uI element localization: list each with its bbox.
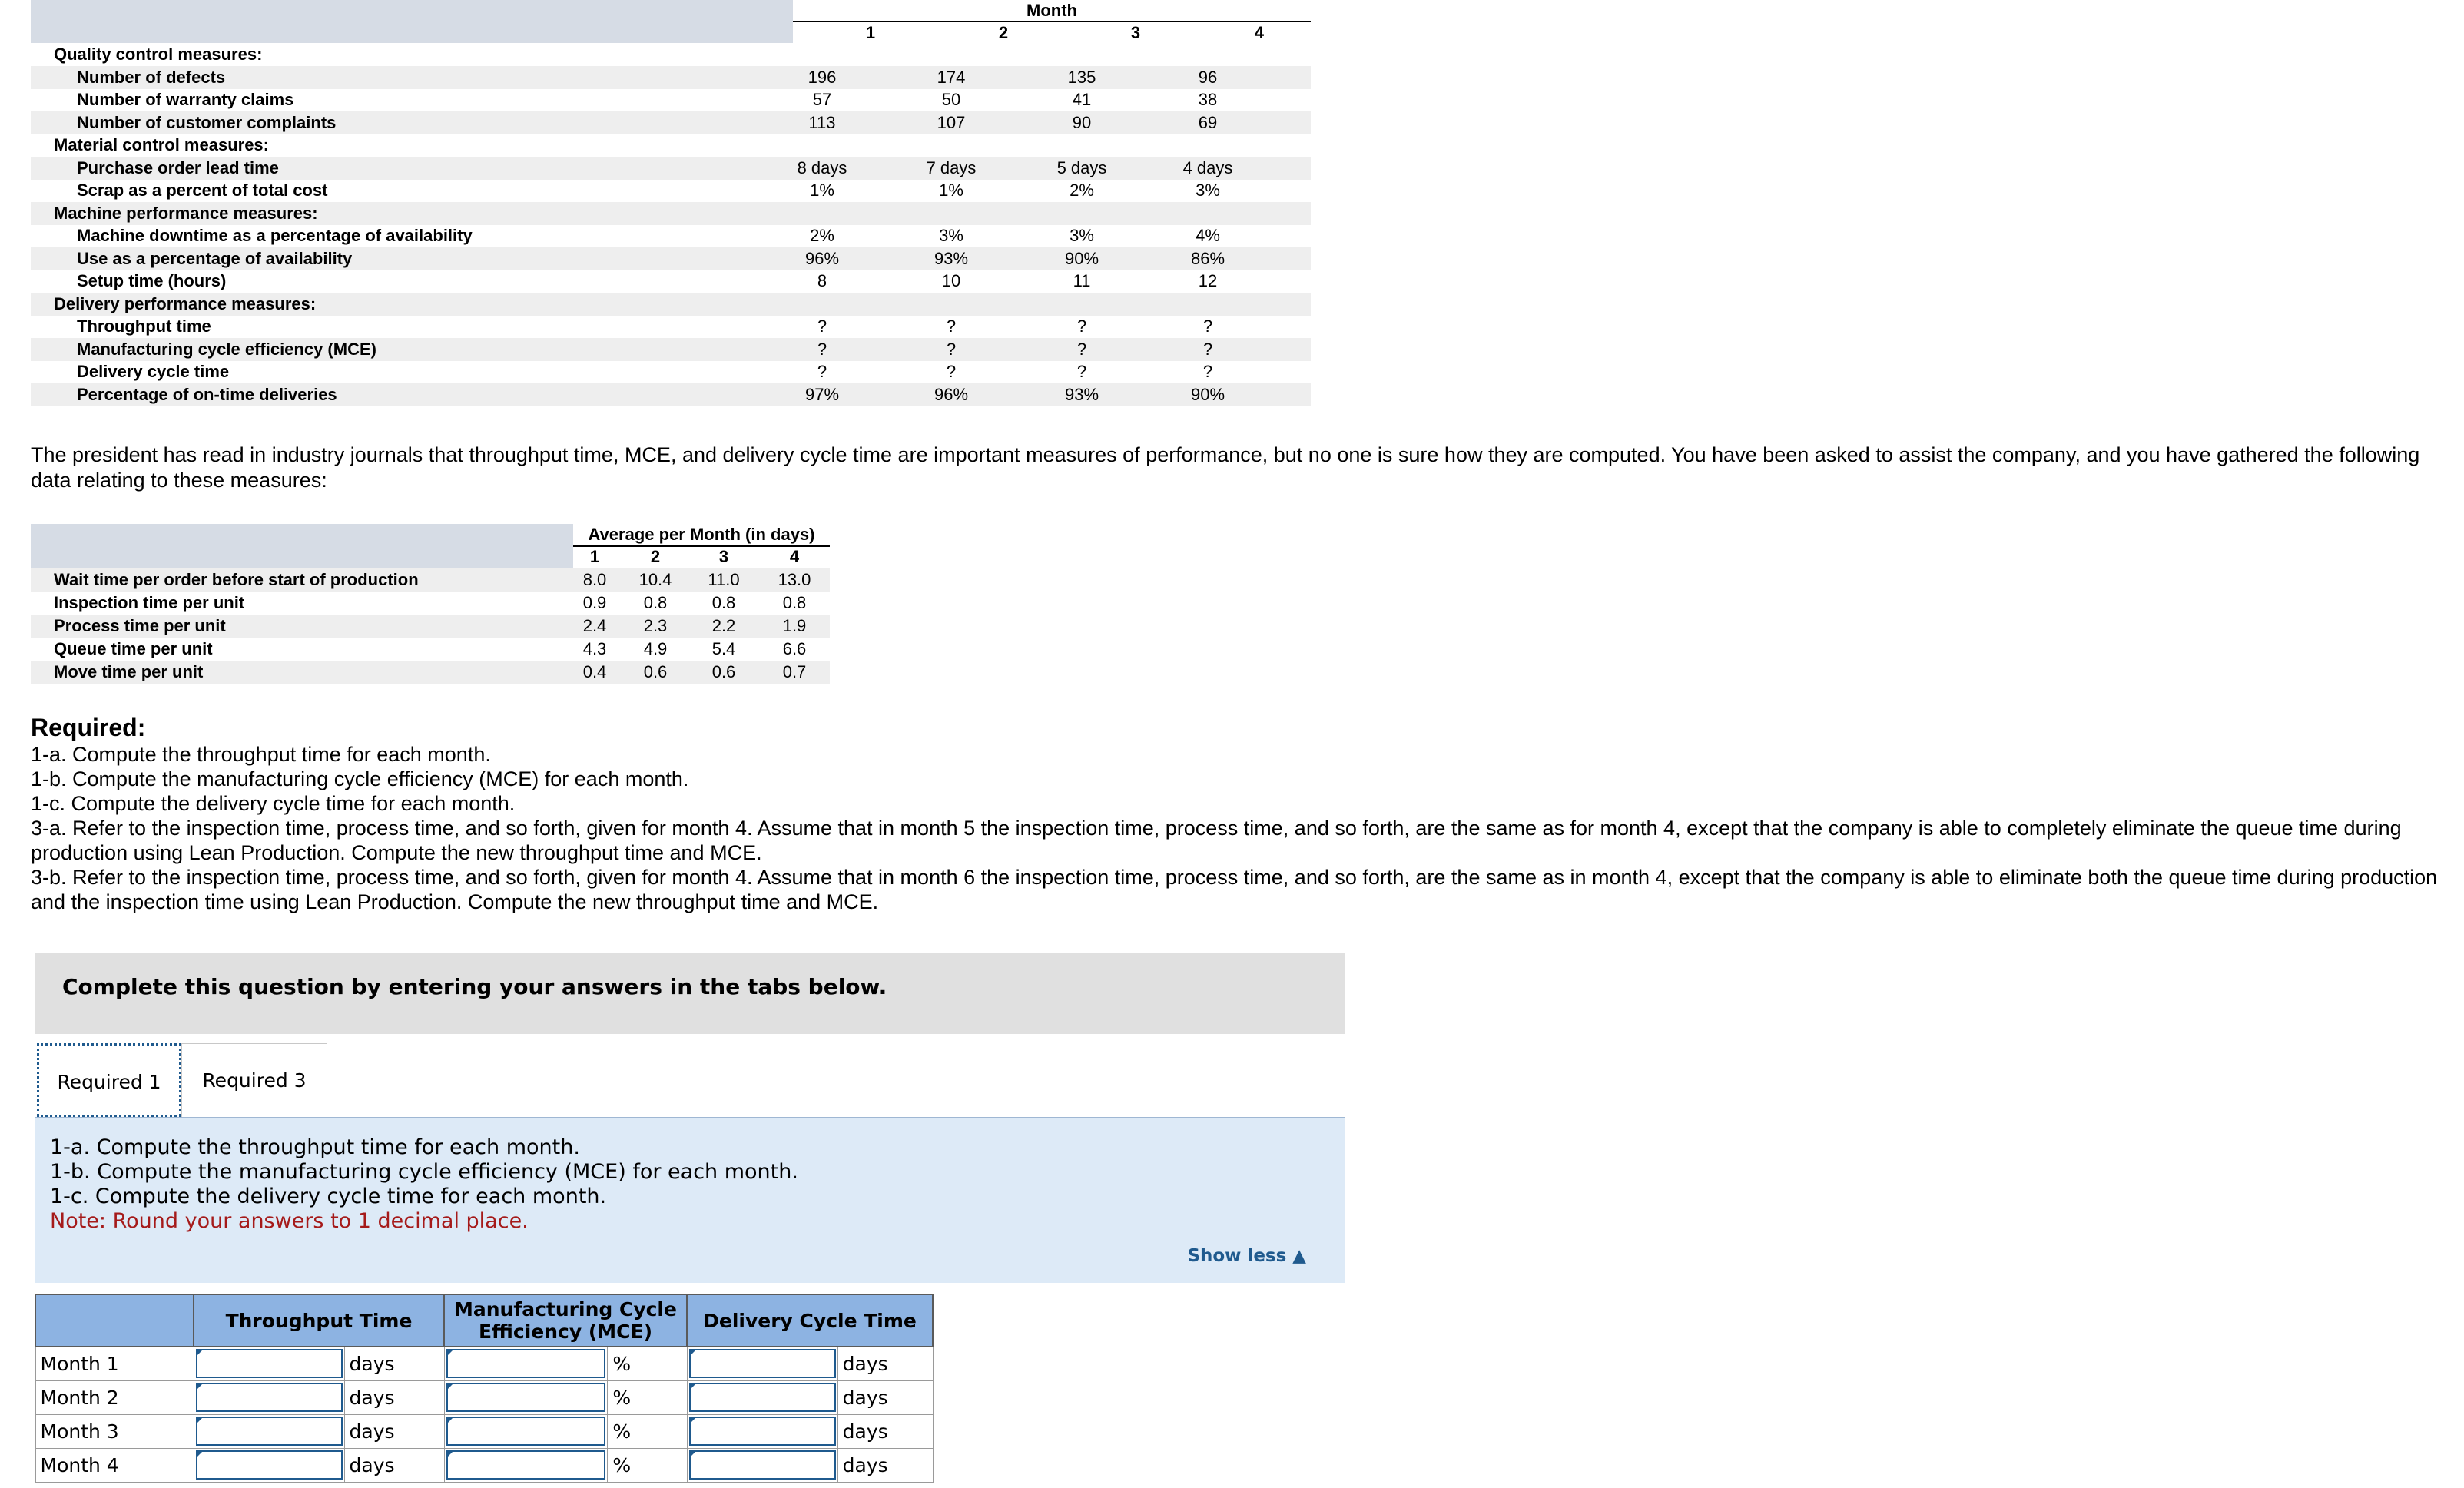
measure-label: Setup time (hours): [77, 271, 227, 290]
required-item: 3-b. Refer to the inspection time, process time, and so forth, given for month 4. Assume that in month 6 the inspection time, process time, and so forth, are the same as in month 4, except that the company is able to eliminate both the queue time during production and the inspection time using Lean Production. Compute the new throughput time and MCE.: [31, 866, 2438, 913]
measure-value-month-4: ?: [1202, 316, 1213, 336]
measure-value-month-4: ?: [1202, 339, 1213, 359]
time-month-2: 2: [650, 547, 661, 566]
input-marker-icon: [196, 1450, 204, 1458]
measure-value-month-1: 97%: [804, 384, 840, 404]
unit-label: days: [344, 1380, 444, 1414]
time-value-month-2: 4.9: [643, 639, 668, 658]
measure-row: [31, 360, 1311, 383]
answer-row: [35, 1347, 933, 1380]
input-marker-icon: [689, 1417, 697, 1424]
required-list: [31, 742, 2443, 914]
unit-label: days: [344, 1448, 444, 1482]
measure-value-month-2: ?: [946, 339, 957, 359]
measure-value-month-1: 8 days: [797, 157, 847, 177]
unit-label: %: [608, 1448, 687, 1482]
input-marker-icon: [689, 1349, 697, 1357]
mce-input[interactable]: [446, 1383, 606, 1412]
input-marker-icon: [196, 1417, 204, 1424]
answer-row: [35, 1414, 933, 1448]
measure-section-row: [31, 134, 1311, 157]
measure-value-month-4: 12: [1198, 271, 1218, 290]
answer-cell: [444, 1414, 608, 1448]
answer-grid-body: [35, 1347, 933, 1482]
measure-value-month-2: 174: [937, 67, 966, 87]
mce-input[interactable]: [446, 1450, 606, 1480]
unit-label: %: [608, 1347, 687, 1380]
measure-value-month-4: 4%: [1196, 226, 1220, 245]
time-data-row: [31, 615, 830, 638]
time-value-month-3: 0.6: [711, 662, 736, 681]
delivery-cycle-time-input[interactable]: [689, 1383, 836, 1412]
measure-value-month-1: 96%: [804, 248, 840, 268]
measure-label: Purchase order lead time: [77, 157, 279, 177]
time-value-month-1: 0.4: [582, 662, 607, 681]
time-data-label: Queue time per unit: [54, 639, 213, 658]
panel-instructions: [50, 1135, 798, 1234]
unit-label: %: [608, 1380, 687, 1414]
intro-paragraph: The president has read in industry journals that throughput time, MCE, and delivery cycle time are important measures of performance, but no one is sure how they are computed. You have been asked to assist the company, and you have gathered the following data relating to these measures:: [31, 443, 2420, 492]
measure-value-month-2: 10: [941, 271, 961, 290]
answer-cell: [687, 1414, 837, 1448]
measure-row: [31, 247, 1311, 270]
input-marker-icon: [446, 1383, 454, 1390]
measure-value-month-3: 11: [1073, 271, 1091, 290]
delivery-cycle-time-input[interactable]: [689, 1349, 836, 1378]
month-header: Month: [1026, 1, 1077, 20]
show-less-link[interactable]: Show less ▲: [1187, 1246, 1306, 1266]
measure-value-month-4: ?: [1202, 362, 1213, 381]
measure-row: [31, 66, 1311, 89]
required-item: 1-b. Compute the manufacturing cycle efficiency (MCE) for each month.: [31, 767, 689, 790]
measure-value-month-4: 3%: [1196, 181, 1220, 200]
measure-value-month-3: ?: [1076, 339, 1087, 359]
answer-cell: [194, 1414, 344, 1448]
time-month-3: 3: [718, 547, 729, 566]
header-mce: Manufacturing Cycle Efficiency (MCE): [444, 1294, 687, 1347]
required-item: 1-a. Compute the throughput time for each month.: [31, 743, 491, 766]
measure-value-month-2: 93%: [934, 248, 969, 268]
throughput-time-input[interactable]: [196, 1417, 343, 1446]
time-data-label: Inspection time per unit: [54, 593, 245, 612]
time-value-month-3: 2.2: [711, 616, 736, 635]
tab-required-1[interactable]: Required 1: [37, 1043, 181, 1117]
time-data-row: [31, 661, 830, 684]
answer-row: [35, 1380, 933, 1414]
measure-label: Number of warranty claims: [77, 90, 294, 109]
answer-cell: [444, 1347, 608, 1380]
answer-row-label: Month 3: [35, 1414, 194, 1448]
measure-value-month-1: 8: [817, 271, 827, 290]
answer-row-label: Month 4: [35, 1448, 194, 1482]
measure-row: [31, 88, 1311, 111]
input-marker-icon: [689, 1383, 697, 1390]
measure-value-month-2: ?: [946, 362, 957, 381]
measure-section-row: [31, 293, 1311, 316]
input-marker-icon: [446, 1450, 454, 1458]
measure-value-month-4: 38: [1198, 90, 1218, 109]
header-blank: [35, 1294, 194, 1347]
measure-label: Manufacturing cycle efficiency (MCE): [77, 339, 376, 359]
measure-value-month-4: 96: [1198, 67, 1218, 87]
panel-line: 1-a. Compute the throughput time for each month.: [50, 1135, 580, 1159]
throughput-time-input[interactable]: [196, 1383, 343, 1412]
measure-value-month-2: 96%: [934, 384, 969, 404]
measure-label: Scrap as a percent of total cost: [77, 181, 328, 200]
measure-value-month-1: 57: [812, 90, 832, 109]
measure-section-row: [31, 202, 1311, 225]
mce-input[interactable]: [446, 1349, 606, 1378]
month-column-4: 4: [1254, 23, 1265, 42]
measure-row: [31, 338, 1311, 361]
measure-row: [31, 179, 1311, 202]
answer-grid: [35, 1294, 934, 1483]
measure-row: [31, 315, 1311, 338]
measure-row: [31, 111, 1311, 134]
measure-value-month-1: 1%: [810, 181, 834, 200]
measure-value-month-4: 4 days: [1182, 157, 1233, 177]
measure-section-label: Machine performance measures:: [54, 203, 318, 223]
measure-value-month-2: 7 days: [926, 157, 977, 177]
delivery-cycle-time-input[interactable]: [689, 1450, 836, 1480]
measure-label: Throughput time: [77, 316, 211, 336]
input-marker-icon: [689, 1450, 697, 1458]
measure-row: [31, 224, 1311, 247]
required-item: 1-c. Compute the delivery cycle time for each month.: [31, 792, 516, 815]
answer-cell: [687, 1380, 837, 1414]
answer-cell: [194, 1347, 344, 1380]
unit-label: %: [608, 1414, 687, 1448]
measure-section-label: Quality control measures:: [54, 45, 263, 64]
rounding-note: Note: Round your answers to 1 decimal place.: [50, 1209, 529, 1233]
input-marker-icon: [446, 1349, 454, 1357]
time-value-month-2: 2.3: [643, 616, 668, 635]
time-month-4: 4: [789, 547, 800, 566]
measure-label: Machine downtime as a percentage of availability: [77, 226, 473, 245]
time-value-month-2: 0.6: [643, 662, 668, 681]
time-value-month-2: 10.4: [638, 570, 672, 589]
time-value-month-4: 6.6: [782, 639, 807, 658]
month-column-3: 3: [1130, 23, 1141, 42]
measure-row: [31, 270, 1311, 293]
unit-label: days: [837, 1347, 933, 1380]
measure-value-month-3: 93%: [1064, 384, 1099, 404]
measure-row: [31, 383, 1311, 406]
input-marker-icon: [196, 1349, 204, 1357]
measure-label: Number of customer complaints: [77, 112, 337, 132]
answer-grid-header-row: [35, 1294, 933, 1347]
unit-label: days: [837, 1380, 933, 1414]
answer-cell: [444, 1380, 608, 1414]
unit-label: days: [344, 1347, 444, 1380]
answer-cell: [444, 1448, 608, 1482]
measure-value-month-1: 2%: [810, 226, 834, 245]
measure-value-month-3: 90%: [1064, 248, 1099, 268]
time-data-row: [31, 592, 830, 615]
measure-value-month-3: ?: [1076, 362, 1087, 381]
time-value-month-4: 0.8: [782, 593, 807, 612]
measure-row: [31, 157, 1311, 180]
measure-section-label: Delivery performance measures:: [54, 293, 317, 313]
measure-value-month-2: ?: [946, 316, 957, 336]
measure-value-month-3: 2%: [1070, 181, 1094, 200]
time-value-month-4: 13.0: [778, 570, 811, 589]
measure-value-month-3: 3%: [1070, 226, 1094, 245]
time-data-label: Move time per unit: [54, 662, 204, 681]
measure-label: Percentage of on-time deliveries: [77, 384, 337, 404]
panel-line: 1-c. Compute the delivery cycle time for each month.: [50, 1185, 607, 1208]
answer-row-label: Month 2: [35, 1380, 194, 1414]
measure-value-month-3: ?: [1076, 316, 1087, 336]
required-heading: Required:: [31, 714, 146, 741]
month-column-2: 2: [998, 23, 1009, 42]
delivery-cycle-time-input[interactable]: [689, 1417, 836, 1446]
measure-value-month-1: ?: [817, 339, 827, 359]
measure-value-month-3: 90: [1072, 112, 1092, 132]
measure-section-row: [31, 43, 1311, 66]
mce-input[interactable]: [446, 1417, 606, 1446]
month-column-1: 1: [865, 23, 876, 42]
measure-value-month-2: 50: [941, 90, 961, 109]
measure-value-month-1: ?: [817, 316, 827, 336]
measure-value-month-1: 113: [808, 112, 836, 132]
time-data-label: Process time per unit: [54, 616, 226, 635]
unit-label: days: [344, 1414, 444, 1448]
input-marker-icon: [446, 1417, 454, 1424]
answer-cell: [194, 1380, 344, 1414]
panel-line: 1-b. Compute the manufacturing cycle efficiency (MCE) for each month.: [50, 1160, 798, 1184]
throughput-time-input[interactable]: [196, 1450, 343, 1480]
time-value-month-3: 0.8: [711, 593, 736, 612]
time-value-month-1: 4.3: [582, 639, 607, 658]
time-value-month-4: 0.7: [782, 662, 807, 681]
header-throughput-time: Throughput Time: [194, 1294, 444, 1347]
measure-value-month-3: 5 days: [1056, 157, 1107, 177]
input-marker-icon: [196, 1383, 204, 1390]
time-value-month-1: 2.4: [582, 616, 607, 635]
required-item: 3-a. Refer to the inspection time, process time, and so forth, given for month 4. Assume that in month 5 the inspection time, process time, and so forth, are the same as for month 4, except that the company is able to completely eliminate the queue time during production using Lean Production. Compute the new throughput time and MCE.: [31, 817, 2402, 864]
measure-value-month-3: 41: [1072, 90, 1092, 109]
measure-value-month-4: 86%: [1190, 248, 1225, 268]
unit-label: days: [837, 1414, 933, 1448]
measure-section-label: Material control measures:: [54, 135, 269, 154]
answer-cell: [687, 1448, 837, 1482]
tab-required-3[interactable]: Required 3: [181, 1043, 327, 1117]
time-data-row: [31, 568, 830, 592]
time-value-month-3: 11.0: [708, 570, 740, 589]
time-value-month-2: 0.8: [643, 593, 668, 612]
measure-value-month-4: 90%: [1190, 384, 1225, 404]
tab-content-panel: [35, 1118, 1345, 1283]
measure-value-month-1: 196: [808, 67, 837, 87]
time-value-month-3: 5.4: [711, 639, 736, 658]
measure-label: Delivery cycle time: [77, 362, 230, 381]
month-header-rule: [793, 21, 1311, 22]
measure-label: Number of defects: [77, 67, 226, 87]
time-value-month-1: 0.9: [582, 593, 607, 612]
measure-value-month-1: ?: [817, 362, 827, 381]
answer-row: [35, 1448, 933, 1482]
time-data-label: Wait time per order before start of production: [54, 570, 419, 589]
time-data-header: Average per Month (in days): [588, 525, 815, 544]
measure-value-month-2: 1%: [939, 181, 963, 200]
measure-value-month-2: 3%: [939, 226, 963, 245]
time-month-1: 1: [589, 547, 600, 566]
time-value-month-4: 1.9: [782, 616, 807, 635]
measure-value-month-3: 135: [1067, 67, 1096, 87]
measure-label: Use as a percentage of availability: [77, 248, 353, 268]
instruction-box: [35, 953, 1345, 1034]
header-delivery-cycle-time: Delivery Cycle Time: [687, 1294, 933, 1347]
answer-row-label: Month 1: [35, 1347, 194, 1380]
instruction-text: Complete this question by entering your answers in the tabs below.: [62, 974, 887, 999]
throughput-time-input[interactable]: [196, 1349, 343, 1378]
measure-value-month-2: 107: [937, 112, 966, 132]
unit-label: days: [837, 1448, 933, 1482]
answer-cell: [687, 1347, 837, 1380]
time-data-row: [31, 638, 830, 661]
time-value-month-1: 8.0: [582, 570, 607, 589]
answer-cell: [194, 1448, 344, 1482]
measure-value-month-4: 69: [1198, 112, 1218, 132]
